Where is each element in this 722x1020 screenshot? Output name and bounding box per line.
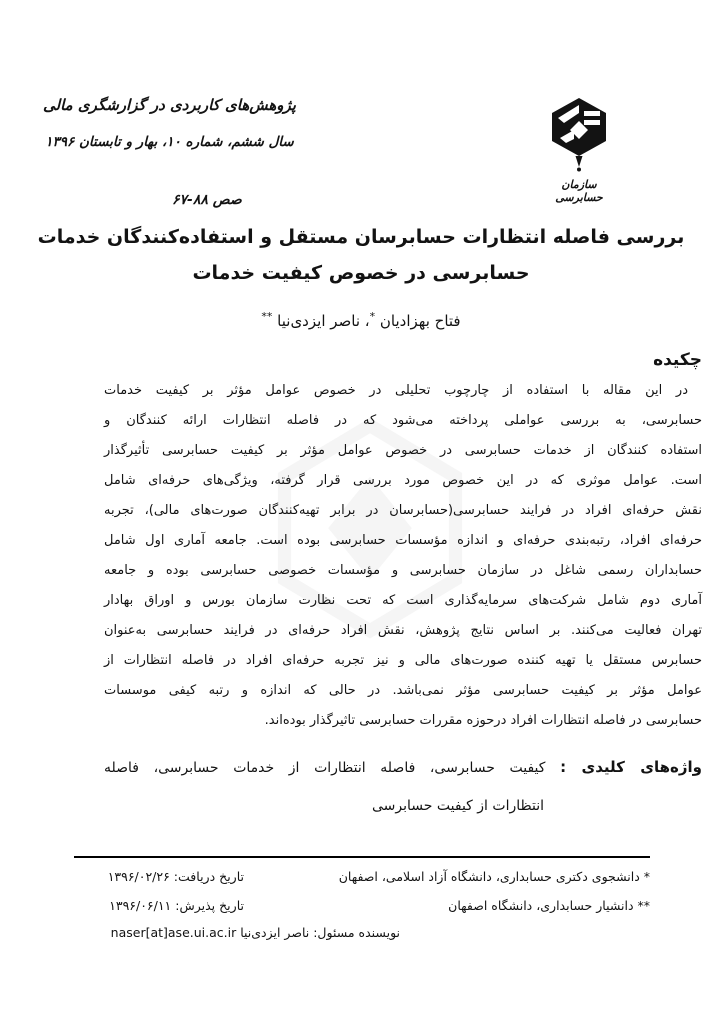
- abstract-body: [104, 376, 702, 736]
- abstract-line: نقش حرفه‌ای افراد در فرایند حسابرسی(حسابرسان در برابر تهیه‌کنندگان صورت‌های مالی)، تجربه: [104, 503, 702, 518]
- author-1-mark: *: [369, 310, 376, 323]
- footnotes-section: [74, 856, 650, 944]
- keywords-line1: [104, 748, 702, 787]
- accepted-date: تاریخ پذیرش: ۱۳۹۶/۰۶/۱۱: [109, 898, 244, 913]
- corresponding-author-line: [74, 922, 400, 944]
- abstract-line: تهران فعالیت می‌کنند. بر اساس نتایج پژوهش، نقش افراد حرفه‌ای در فرایند حسابرسی به‌عنوان: [104, 623, 702, 638]
- affiliation-2: ** دانشیار حسابداری، دانشگاه اصفهان: [448, 898, 650, 913]
- affiliation-1: * دانشجوی دکتری حسابداری، دانشگاه آزاد اسلامی، اصفهان: [338, 869, 650, 884]
- journal-issue-line: سال ششم، شماره ۱۰، بهار و تابستان ۱۳۹۶: [45, 134, 294, 150]
- abstract-heading: چکیده: [653, 350, 702, 370]
- journal-header: [42, 94, 297, 150]
- author-2-mark: **: [261, 310, 273, 323]
- article-title-line1: بررسی فاصله انتظارات حسابرسان مستقل و استفاده‌کنندگان خدمات: [37, 226, 685, 248]
- abstract-line: است. عوامل موثری که در این خصوص مورد بررسی قرار گرفته، ویژگی‌های حرفه‌ای شامل: [104, 473, 702, 488]
- abstract-line: حرفه‌ای افراد، رتبه‌بندی حرفه‌ای و اندازه مؤسسات حسابرسی بوده است. جامعه آماری اول شامل: [104, 533, 702, 548]
- article-title: [0, 219, 722, 291]
- article-title-line2: حسابرسی در خصوص کیفیت خدمات: [192, 262, 530, 284]
- abstract-line: آماری دوم شامل شرکت‌های سرمایه‌گذاری است که تحت نظارت سازمان بورس و اوراق بهادار: [104, 593, 702, 608]
- publisher-logo-block: [536, 96, 622, 204]
- abstract-line: حسابرسی، به بررسی عواملی پرداخته می‌شود که در فاصله انتظارات ارائه کنندگان و: [104, 413, 702, 428]
- keywords-label: واژه‌های کلیدی :: [560, 758, 703, 776]
- audit-organization-logo-icon: [548, 157, 610, 176]
- abstract-line: حسابرس مستقل یا تهیه کننده صورت‌های مالی و نیز تجربه حرفه‌ای افراد در فاصله انتظارات از: [104, 653, 702, 668]
- abstract-line: در این مقاله با استفاده از چارچوب تحلیلی در خصوص عوامل مؤثر بر کیفیت خدمات: [104, 383, 688, 398]
- journal-title: پژوهش‌های کاربردی در گزارشگری مالی: [43, 96, 296, 114]
- keywords-line1-text: کیفیت حسابرسی، فاصله انتظارات از خدمات حسابرسی، فاصله: [104, 760, 561, 776]
- abstract-section: [104, 350, 702, 736]
- org-name: سازمان حسابرسی: [555, 178, 603, 204]
- keywords-line2: انتظارات از کیفیت حسابرسی: [372, 798, 544, 814]
- abstract-line: استفاده کنندگان از خدمات حسابرسی در خصوص عوامل مؤثر بر کیفیت حسابرسی تأثیرگذار: [104, 443, 702, 458]
- corresponding-email: naser[at]ase.ui.ac.ir: [110, 925, 237, 940]
- corresponding-author: نویسنده مسئول: ناصر ایزدی‌نیا: [240, 925, 400, 940]
- pages-range: صص ۸۸-۶۷: [172, 192, 242, 208]
- footnote-row-2: [74, 887, 650, 916]
- footnote-row-1: [74, 858, 650, 887]
- received-date: تاریخ دریافت: ۱۳۹۶/۰۲/۲۶: [107, 869, 244, 884]
- abstract-line: حسابرسی در فاصله انتظارات افراد درحوزه مقررات حسابرسی تاثیرگذار بوده‌اند.: [264, 713, 702, 728]
- authors-line: [0, 310, 722, 330]
- author-2: ناصر ایزدی‌نیا: [277, 312, 361, 330]
- abstract-line: حسابداران رسمی شاغل در سازمان حسابرسی و مؤسسات خصوصی حسابرسی بوده و جامعه: [104, 563, 702, 578]
- author-1: فتاح بهزادیان: [379, 312, 461, 330]
- keywords-section: [104, 748, 702, 825]
- authors-separator: ،: [360, 312, 370, 330]
- abstract-line: عوامل مؤثر بر کیفیت حسابرسی مؤثر نمی‌باشد. در حالی که اندازه و رتبه کیفی موسسات: [104, 683, 702, 698]
